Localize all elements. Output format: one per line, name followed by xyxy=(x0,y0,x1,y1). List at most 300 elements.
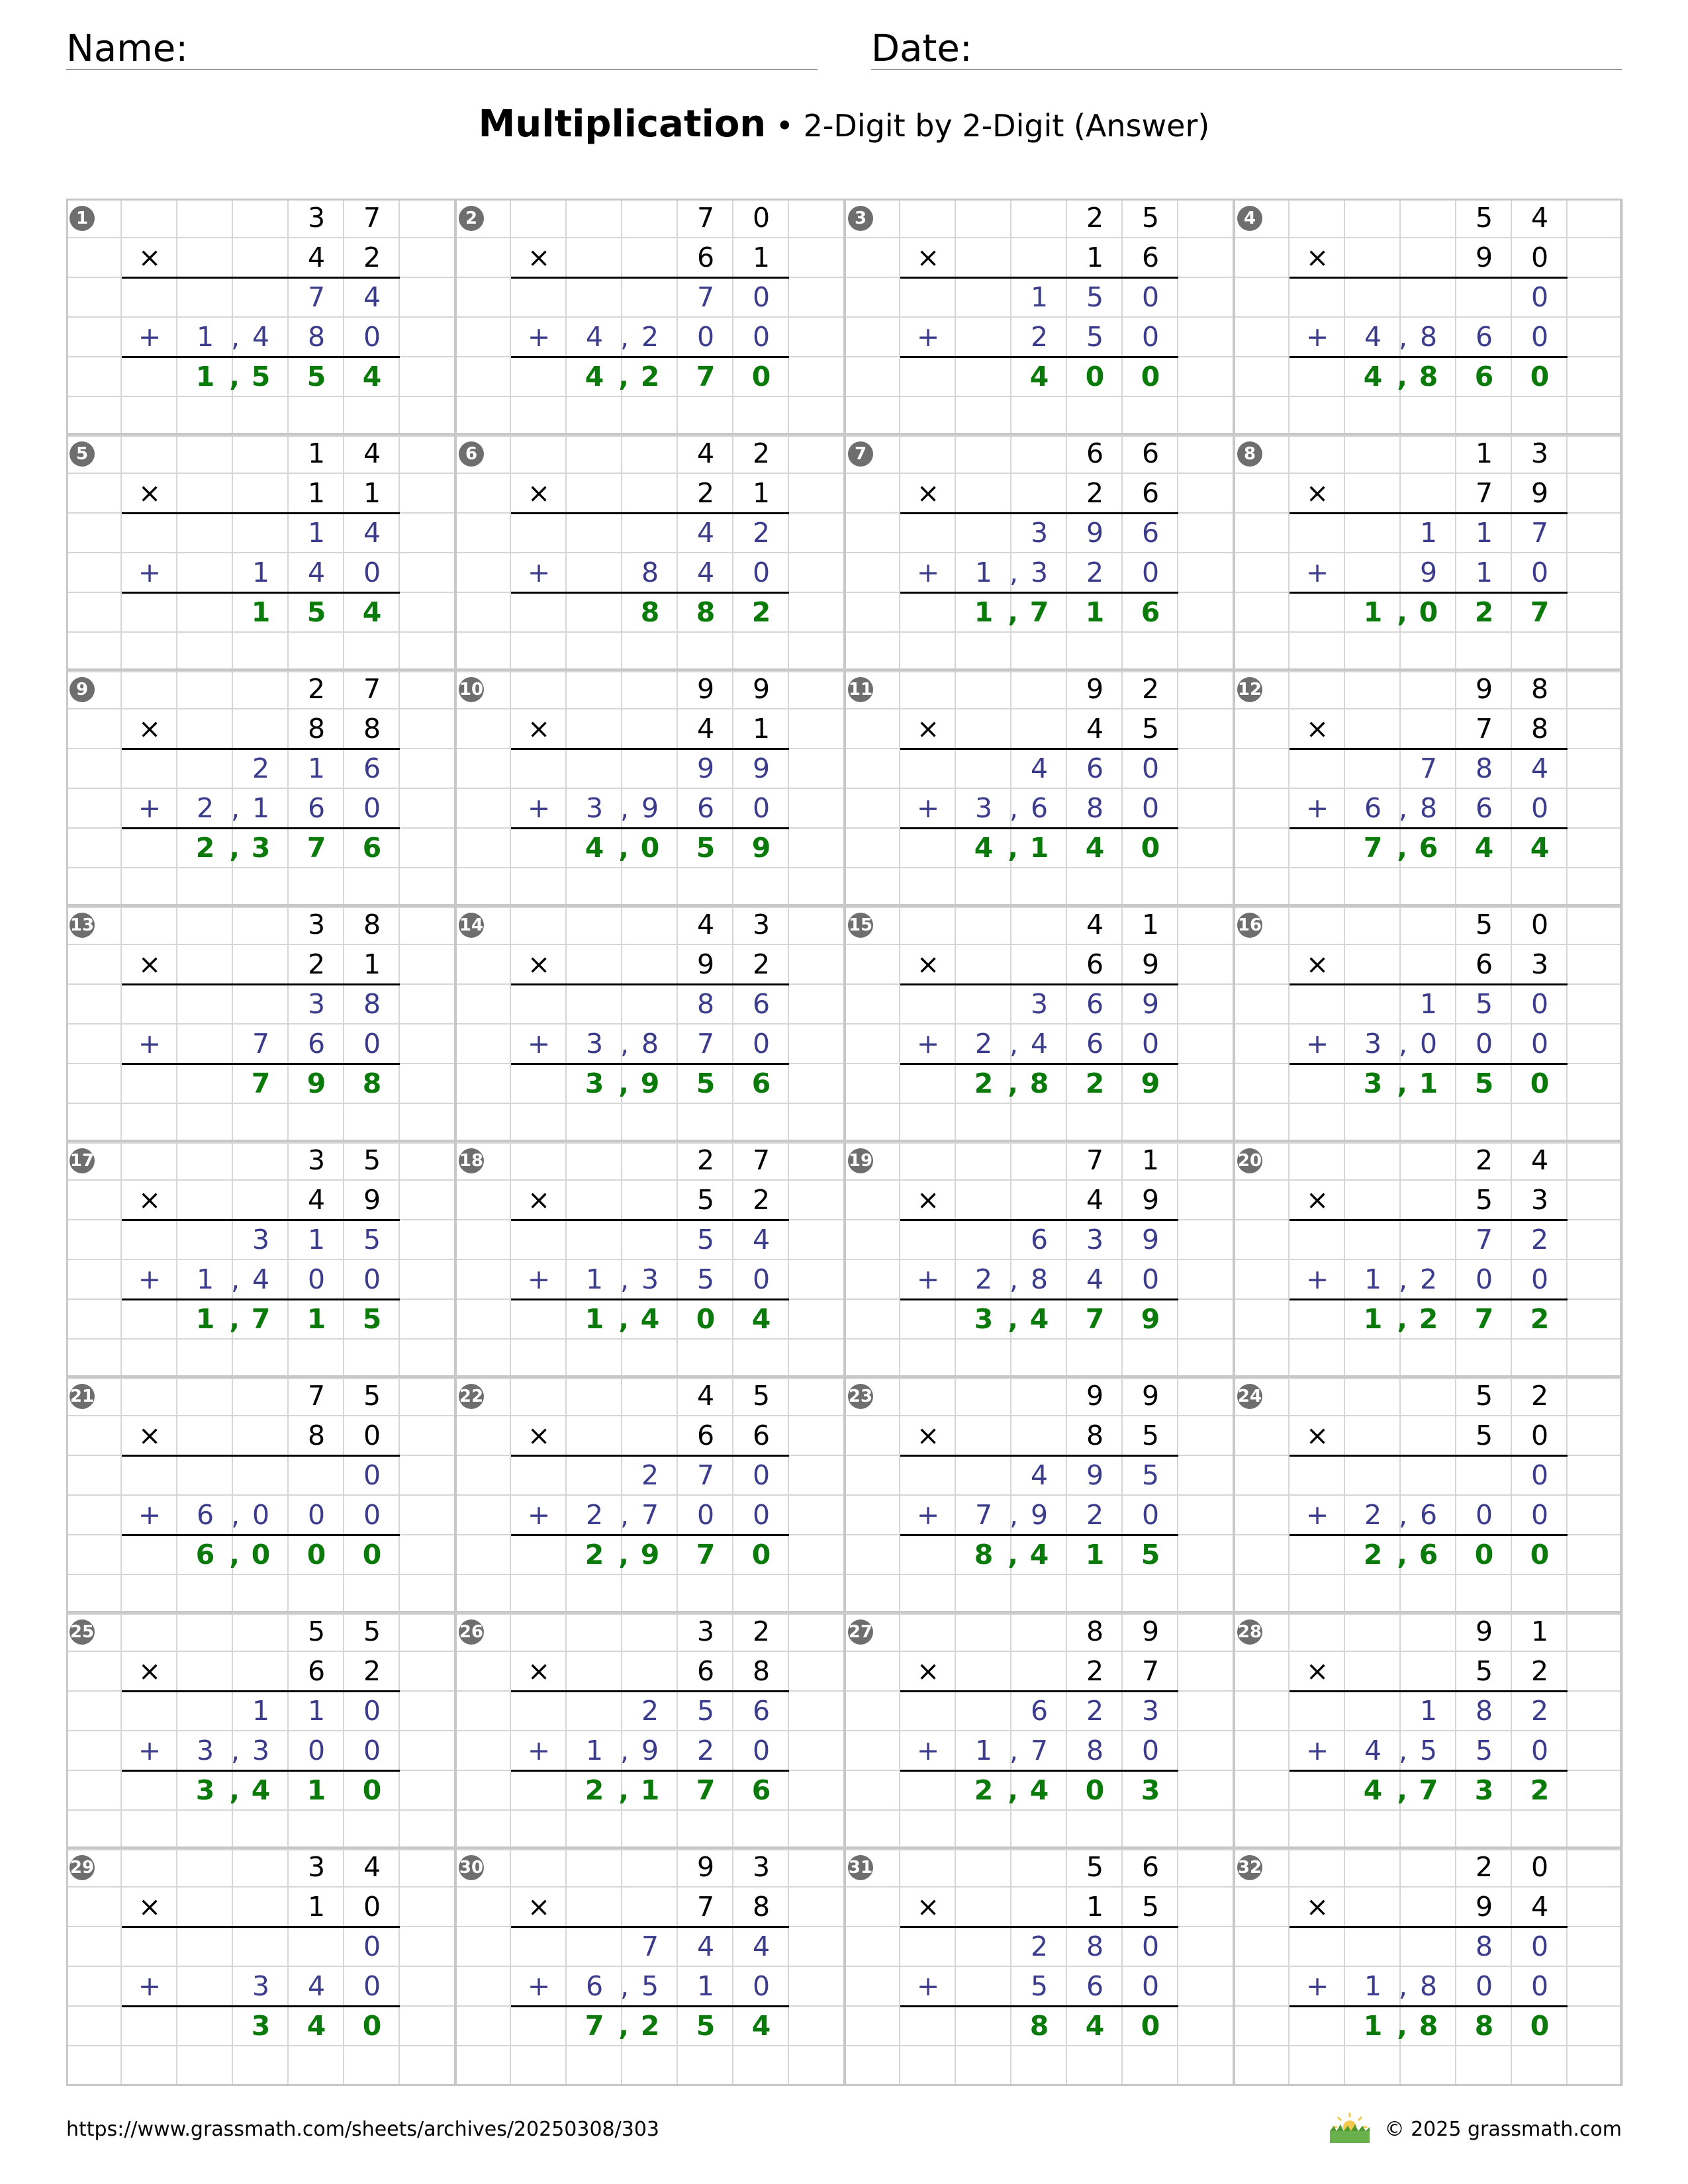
partial-product-2-digit: 0 xyxy=(696,321,715,353)
partial-product-2-digit: 1 , xyxy=(196,321,240,353)
grid-cell xyxy=(455,1771,511,1811)
grid-cell xyxy=(400,868,455,908)
multiplicand-digit: 5 xyxy=(307,1615,326,1647)
grid-cell xyxy=(1568,1104,1623,1144)
partial-product-2-digit: 0 xyxy=(1530,321,1549,353)
underline-rule xyxy=(511,1298,789,1300)
grid-cell xyxy=(622,474,678,514)
partial-product-2-digit: 0 xyxy=(752,321,771,353)
partial-product-1-digit: 6 xyxy=(1030,1695,1049,1727)
answer-digit: 0 xyxy=(1419,596,1438,628)
partial-product-1-digit: 2 xyxy=(641,1695,659,1727)
grid-cell xyxy=(622,1104,678,1144)
grid-cell xyxy=(177,1377,233,1416)
grid-cell xyxy=(1568,593,1623,633)
grid-cell xyxy=(567,238,622,278)
grid-cell xyxy=(233,868,289,908)
grid-cell xyxy=(622,905,678,945)
answer-digit: 0 xyxy=(696,1303,716,1335)
answer-digit: 2 , xyxy=(974,1774,1018,1806)
multiplier-digit: 2 xyxy=(307,948,326,980)
multiplicand-digit: 1 xyxy=(1141,1144,1160,1176)
partial-product-2-digit: 8 xyxy=(1419,321,1438,353)
multiplier-digit: 1 xyxy=(307,1891,326,1923)
answer-digit: 5 xyxy=(251,361,271,392)
grid-cell xyxy=(511,278,567,318)
underline-rule xyxy=(1289,512,1568,514)
multiplier-digit: 5 xyxy=(1475,1184,1493,1216)
grid-cell xyxy=(122,1377,177,1416)
problem-number-badge: 29 xyxy=(70,1855,95,1880)
grid-cell xyxy=(1401,1612,1456,1652)
grid-cell xyxy=(177,709,233,749)
partial-product-1-digit: 6 xyxy=(1086,988,1104,1020)
grid-cell xyxy=(1401,238,1456,278)
partial-product-2-digit: 4 , xyxy=(1364,1735,1407,1766)
grid-cell xyxy=(845,318,900,357)
grid-cell xyxy=(1401,1104,1456,1144)
plus-sign: + xyxy=(916,557,940,588)
grid-cell xyxy=(400,905,455,945)
grid-cell xyxy=(400,593,455,633)
block-divider xyxy=(66,1846,1622,1849)
grid-cell xyxy=(177,985,233,1024)
times-sign: × xyxy=(1305,242,1329,273)
grid-cell xyxy=(1011,1888,1067,1927)
multiplier-digit: 2 xyxy=(363,242,381,273)
grid-cell xyxy=(1289,1340,1345,1379)
grid-cell xyxy=(900,1692,956,1731)
times-sign: × xyxy=(138,1655,162,1687)
grid-cell xyxy=(1234,1967,1289,2007)
answer-digit: 7 xyxy=(1530,596,1550,628)
plus-sign: + xyxy=(916,1499,940,1531)
partial-product-2-digit: 9 xyxy=(1030,1499,1049,1531)
grid-cell xyxy=(1289,357,1345,397)
answer-digit: 9 xyxy=(1141,1068,1160,1099)
partial-product-2-digit: 0 xyxy=(307,1499,326,1531)
grid-cell xyxy=(177,1416,233,1456)
multiplier-digit: 1 xyxy=(363,477,381,509)
grid-cell xyxy=(1345,434,1401,474)
grid-cell xyxy=(1568,829,1623,868)
grid-cell xyxy=(956,1811,1011,1850)
grid-cell xyxy=(122,905,177,945)
grid-cell xyxy=(1234,318,1289,357)
grid-cell xyxy=(900,1064,956,1104)
grid-cell xyxy=(400,1811,455,1850)
grid-cell xyxy=(1178,238,1234,278)
underline-rule xyxy=(122,1298,400,1300)
grid-cell xyxy=(455,1535,511,1575)
multiplier-digit: 4 xyxy=(307,1184,326,1216)
grid-cell xyxy=(1568,434,1623,474)
underline-rule xyxy=(122,2005,400,2007)
grid-cell xyxy=(1512,397,1568,437)
multiplicand-digit: 4 xyxy=(696,437,715,469)
plus-sign: + xyxy=(527,1263,551,1295)
multiplicand-digit: 2 xyxy=(307,673,326,705)
grid-cell xyxy=(122,2046,177,2086)
grid-cell xyxy=(622,749,678,789)
multiplier-digit: 6 xyxy=(696,242,715,273)
grid-cell xyxy=(233,633,289,672)
partial-product-2-digit: 0 xyxy=(752,1028,771,1060)
partial-product-2-digit: 2 , xyxy=(1364,1499,1407,1531)
multiplier-digit: 8 xyxy=(752,1655,771,1687)
partial-product-2-digit: 0 xyxy=(1475,1499,1493,1531)
partial-product-2-digit: 3 , xyxy=(974,792,1018,824)
grid-cell xyxy=(1011,633,1067,672)
grid-cell xyxy=(1345,1927,1401,1967)
grid-cell xyxy=(455,1181,511,1220)
grid-cell xyxy=(1178,553,1234,593)
grid-cell xyxy=(956,1181,1011,1220)
partial-product-1-digit: 4 xyxy=(1030,1459,1049,1491)
partial-product-1-digit: 9 xyxy=(1086,1459,1104,1491)
problem-number-badge: 30 xyxy=(459,1855,484,1880)
grid-cell xyxy=(1568,318,1623,357)
grid-cell xyxy=(1178,434,1234,474)
grid-cell xyxy=(956,2007,1011,2046)
grid-cell xyxy=(1234,1731,1289,1771)
multiplicand-digit: 2 xyxy=(696,1144,715,1176)
grid-cell xyxy=(1345,670,1401,709)
grid-cell xyxy=(1011,1181,1067,1220)
grid-cell xyxy=(66,709,122,749)
answer-digit: 3 , xyxy=(974,1303,1018,1335)
grid-cell xyxy=(1345,514,1401,553)
partial-product-1-digit: 4 xyxy=(696,1931,715,1962)
grid-cell xyxy=(1067,2046,1123,2086)
grid-cell xyxy=(678,633,733,672)
grid-cell xyxy=(400,1771,455,1811)
answer-digit: 4 xyxy=(1085,832,1105,864)
underline-rule xyxy=(1289,592,1568,594)
problem-number-badge: 4 xyxy=(1237,206,1262,231)
problem-number-badge: 19 xyxy=(848,1148,873,1173)
underline-rule xyxy=(511,356,789,358)
problem-number-badge: 9 xyxy=(70,677,95,702)
grid-cell xyxy=(956,397,1011,437)
grid-cell xyxy=(1234,1811,1289,1850)
partial-product-2-digit: 0 xyxy=(1530,1499,1549,1531)
times-sign: × xyxy=(138,477,162,509)
grid-cell xyxy=(678,1575,733,1615)
partial-product-2-digit: 3 xyxy=(641,1263,659,1295)
grid-cell xyxy=(1289,670,1345,709)
grid-cell xyxy=(1289,278,1345,318)
multiplier-digit: 0 xyxy=(1530,1420,1549,1451)
times-sign: × xyxy=(138,1184,162,1216)
times-sign: × xyxy=(916,477,940,509)
grid-cell xyxy=(567,1692,622,1731)
footer-url[interactable]: https://www.grassmath.com/sheets/archives/20250308/303 xyxy=(66,2118,660,2141)
grid-cell xyxy=(1234,278,1289,318)
partial-product-2-digit: 2 xyxy=(641,321,659,353)
multiplicand-digit: 3 xyxy=(307,202,326,234)
grid-cell xyxy=(1345,945,1401,985)
grid-cell xyxy=(956,1967,1011,2007)
grid-cell xyxy=(845,1927,900,1967)
partial-product-2-digit: 1 , xyxy=(974,1735,1018,1766)
multiplier-digit: 1 xyxy=(752,713,771,745)
multiplicand-digit: 7 xyxy=(307,1380,326,1412)
multiplicand-digit: 3 xyxy=(307,909,326,940)
answer-digit: 2 , xyxy=(1363,1539,1407,1570)
answer-digit: 4 xyxy=(1530,832,1550,864)
partial-product-2-digit: 0 xyxy=(363,1735,381,1766)
grid-cell xyxy=(900,1927,956,1967)
grid-cell xyxy=(1178,1104,1234,1144)
grid-cell xyxy=(1234,829,1289,868)
answer-digit: 9 xyxy=(640,1068,660,1099)
answer-digit: 3 , xyxy=(1363,1068,1407,1099)
problem-number-badge: 21 xyxy=(70,1384,95,1409)
grid-cell xyxy=(1011,1377,1067,1416)
multiplicand-digit: 6 xyxy=(1141,1851,1160,1883)
grid-cell xyxy=(233,2046,289,2086)
partial-product-1-digit: 1 xyxy=(307,517,326,549)
partial-product-1-digit: 2 xyxy=(252,752,270,784)
grid-cell xyxy=(845,1967,900,2007)
underline-rule xyxy=(1289,1690,1568,1692)
grid-cell xyxy=(789,1104,845,1144)
grid-cell xyxy=(455,1811,511,1850)
grid-cell xyxy=(1289,633,1345,672)
grid-cell xyxy=(1178,1535,1234,1575)
grid-cell xyxy=(789,1300,845,1340)
underline-rule xyxy=(900,277,1178,279)
grid-cell xyxy=(455,553,511,593)
partial-product-1-digit: 6 xyxy=(752,988,771,1020)
grid-cell xyxy=(455,2007,511,2046)
grid-cell xyxy=(567,709,622,749)
grid-cell xyxy=(177,905,233,945)
problem-number-badge: 20 xyxy=(1237,1148,1262,1173)
grid-cell xyxy=(66,318,122,357)
grid-cell xyxy=(956,1652,1011,1692)
grid-cell xyxy=(511,749,567,789)
grid-cell xyxy=(567,1927,622,1967)
grid-cell xyxy=(1568,1967,1623,2007)
grid-cell xyxy=(1234,1300,1289,1340)
grid-cell xyxy=(789,1848,845,1888)
grid-cell xyxy=(900,749,956,789)
answer-digit: 5 xyxy=(306,596,326,628)
grid-cell xyxy=(845,1811,900,1850)
grid-cell xyxy=(1234,749,1289,789)
grid-cell xyxy=(344,397,400,437)
grid-cell xyxy=(1234,633,1289,672)
grid-cell xyxy=(900,199,956,238)
name-field[interactable] xyxy=(66,24,818,70)
grid-cell xyxy=(1345,199,1401,238)
multiplier-digit: 1 xyxy=(1086,242,1104,273)
grid-cell xyxy=(622,1377,678,1416)
multiplicand-digit: 5 xyxy=(752,1380,771,1412)
partial-product-1-digit: 7 xyxy=(641,1931,659,1962)
multiplier-digit: 8 xyxy=(363,713,381,745)
partial-product-1-digit: 0 xyxy=(1141,752,1160,784)
grid-cell xyxy=(1011,1612,1067,1652)
grid-cell xyxy=(845,357,900,397)
grid-cell xyxy=(845,1300,900,1340)
grid-cell xyxy=(344,868,400,908)
grid-cell xyxy=(1011,434,1067,474)
grid-cell xyxy=(177,474,233,514)
answer-digit: 4 , xyxy=(974,832,1018,864)
answer-digit: 4 , xyxy=(585,361,629,392)
multiplier-digit: 9 xyxy=(1141,948,1160,980)
partial-product-1-digit: 3 xyxy=(1030,517,1049,549)
grid-cell xyxy=(900,1575,956,1615)
grid-cell xyxy=(1345,238,1401,278)
grid-cell xyxy=(455,1456,511,1496)
multiplier-digit: 2 xyxy=(1530,1655,1549,1687)
grid-cell xyxy=(1568,1848,1623,1888)
grid-cell xyxy=(1345,749,1401,789)
grid-cell xyxy=(789,357,845,397)
grid-cell xyxy=(1512,1340,1568,1379)
partial-product-2-digit: 0 xyxy=(363,1263,381,1295)
grid-cell xyxy=(567,1652,622,1692)
grid-cell xyxy=(400,1731,455,1771)
grid-cell xyxy=(1178,593,1234,633)
problem-number-badge: 13 xyxy=(70,913,95,938)
grid-cell xyxy=(789,1927,845,1967)
grid-cell xyxy=(233,1848,289,1888)
grid-cell xyxy=(511,593,567,633)
partial-product-2-digit: 8 xyxy=(1086,792,1104,824)
grid-cell xyxy=(1568,945,1623,985)
multiplicand-digit: 1 xyxy=(307,437,326,469)
grid-cell xyxy=(289,1927,344,1967)
grid-cell xyxy=(1568,749,1623,789)
multiplier-digit: 6 xyxy=(1086,948,1104,980)
grid-cell xyxy=(1568,1811,1623,1850)
grid-cell xyxy=(1401,670,1456,709)
times-sign: × xyxy=(916,1891,940,1923)
grid-cell xyxy=(956,670,1011,709)
multiplicand-digit: 5 xyxy=(1475,909,1493,940)
partial-product-1-digit: 6 xyxy=(1086,752,1104,784)
grid-cell xyxy=(789,1456,845,1496)
plus-sign: + xyxy=(138,557,162,588)
partial-product-1-digit: 8 xyxy=(363,988,381,1020)
partial-product-2-digit: 0 xyxy=(752,557,771,588)
grid-cell xyxy=(1456,633,1512,672)
answer-digit: 1 xyxy=(306,1303,326,1335)
grid-cell xyxy=(1234,514,1289,553)
grid-cell xyxy=(455,357,511,397)
partial-product-2-digit: 6 xyxy=(1419,1499,1438,1531)
grid-cell xyxy=(956,434,1011,474)
grid-cell xyxy=(567,278,622,318)
grid-cell xyxy=(845,1024,900,1064)
grid-cell xyxy=(1345,1220,1401,1260)
times-sign: × xyxy=(138,1891,162,1923)
footer-copyright: © 2025 grassmath.com xyxy=(1384,2118,1622,2141)
answer-digit: 0 xyxy=(362,2010,382,2042)
times-sign: × xyxy=(527,948,551,980)
underline-rule xyxy=(900,1455,1178,1457)
grid-cell xyxy=(622,199,678,238)
partial-product-2-digit: 0 xyxy=(1141,321,1160,353)
underline-rule xyxy=(122,1690,400,1692)
times-sign: × xyxy=(138,948,162,980)
multiplier-digit: 4 xyxy=(1086,1184,1104,1216)
grid-cell xyxy=(511,1377,567,1416)
grid-cell xyxy=(66,1535,122,1575)
underline-rule xyxy=(1289,1455,1568,1457)
partial-product-2-digit: 2 , xyxy=(585,1499,629,1531)
multiplier-digit: 4 xyxy=(696,713,715,745)
answer-digit: 2 xyxy=(640,2010,660,2042)
grid-cell xyxy=(344,633,400,672)
grid-cell xyxy=(233,670,289,709)
grid-cell xyxy=(900,1535,956,1575)
grid-cell xyxy=(956,1104,1011,1144)
grid-cell xyxy=(455,1652,511,1692)
grid-cell xyxy=(1512,1811,1568,1850)
grid-cell xyxy=(1178,2046,1234,2086)
answer-digit: 4 , xyxy=(585,832,629,864)
grid-cell xyxy=(1568,670,1623,709)
grid-cell xyxy=(789,1220,845,1260)
times-sign: × xyxy=(1305,948,1329,980)
grid-cell xyxy=(289,633,344,672)
date-field[interactable] xyxy=(871,24,1622,70)
grid-cell xyxy=(1568,1141,1623,1181)
multiplicand-digit: 5 xyxy=(1475,1380,1493,1412)
grid-cell xyxy=(1568,1771,1623,1811)
underline-rule xyxy=(122,827,400,829)
multiplicand-digit: 8 xyxy=(1530,673,1549,705)
grid-cell xyxy=(177,2046,233,2086)
grid-cell xyxy=(900,1104,956,1144)
partial-product-2-digit: 1 , xyxy=(974,557,1018,588)
partial-product-1-digit: 6 xyxy=(752,1695,771,1727)
plus-sign: + xyxy=(916,1970,940,2002)
partial-product-1-digit: 0 xyxy=(1141,1931,1160,1962)
answer-digit: 3 xyxy=(251,2010,271,2042)
grid-cell xyxy=(1401,1416,1456,1456)
grid-cell xyxy=(1568,1260,1623,1300)
grid-cell xyxy=(956,905,1011,945)
plus-sign: + xyxy=(138,321,162,353)
grid-cell xyxy=(789,318,845,357)
answer-digit: 0 xyxy=(1530,1539,1550,1570)
grid-cell xyxy=(177,1692,233,1731)
grid-cell xyxy=(400,1181,455,1220)
grid-cell xyxy=(900,1771,956,1811)
partial-product-2-digit: 0 xyxy=(1141,557,1160,588)
partial-product-1-digit: 4 xyxy=(363,281,381,313)
grid-cell xyxy=(1289,1104,1345,1144)
grid-cell xyxy=(400,514,455,553)
partial-product-2-digit: 0 xyxy=(752,1263,771,1295)
multiplier-digit: 9 xyxy=(1141,1184,1160,1216)
partial-product-2-digit: 8 xyxy=(1419,1970,1438,2002)
grid-cell xyxy=(122,868,177,908)
grid-cell xyxy=(1178,1024,1234,1064)
grid-cell xyxy=(177,238,233,278)
grid-cell xyxy=(233,278,289,318)
times-sign: × xyxy=(916,1655,940,1687)
partial-product-2-digit: 7 xyxy=(252,1028,270,1060)
grid-cell xyxy=(1178,1377,1234,1416)
